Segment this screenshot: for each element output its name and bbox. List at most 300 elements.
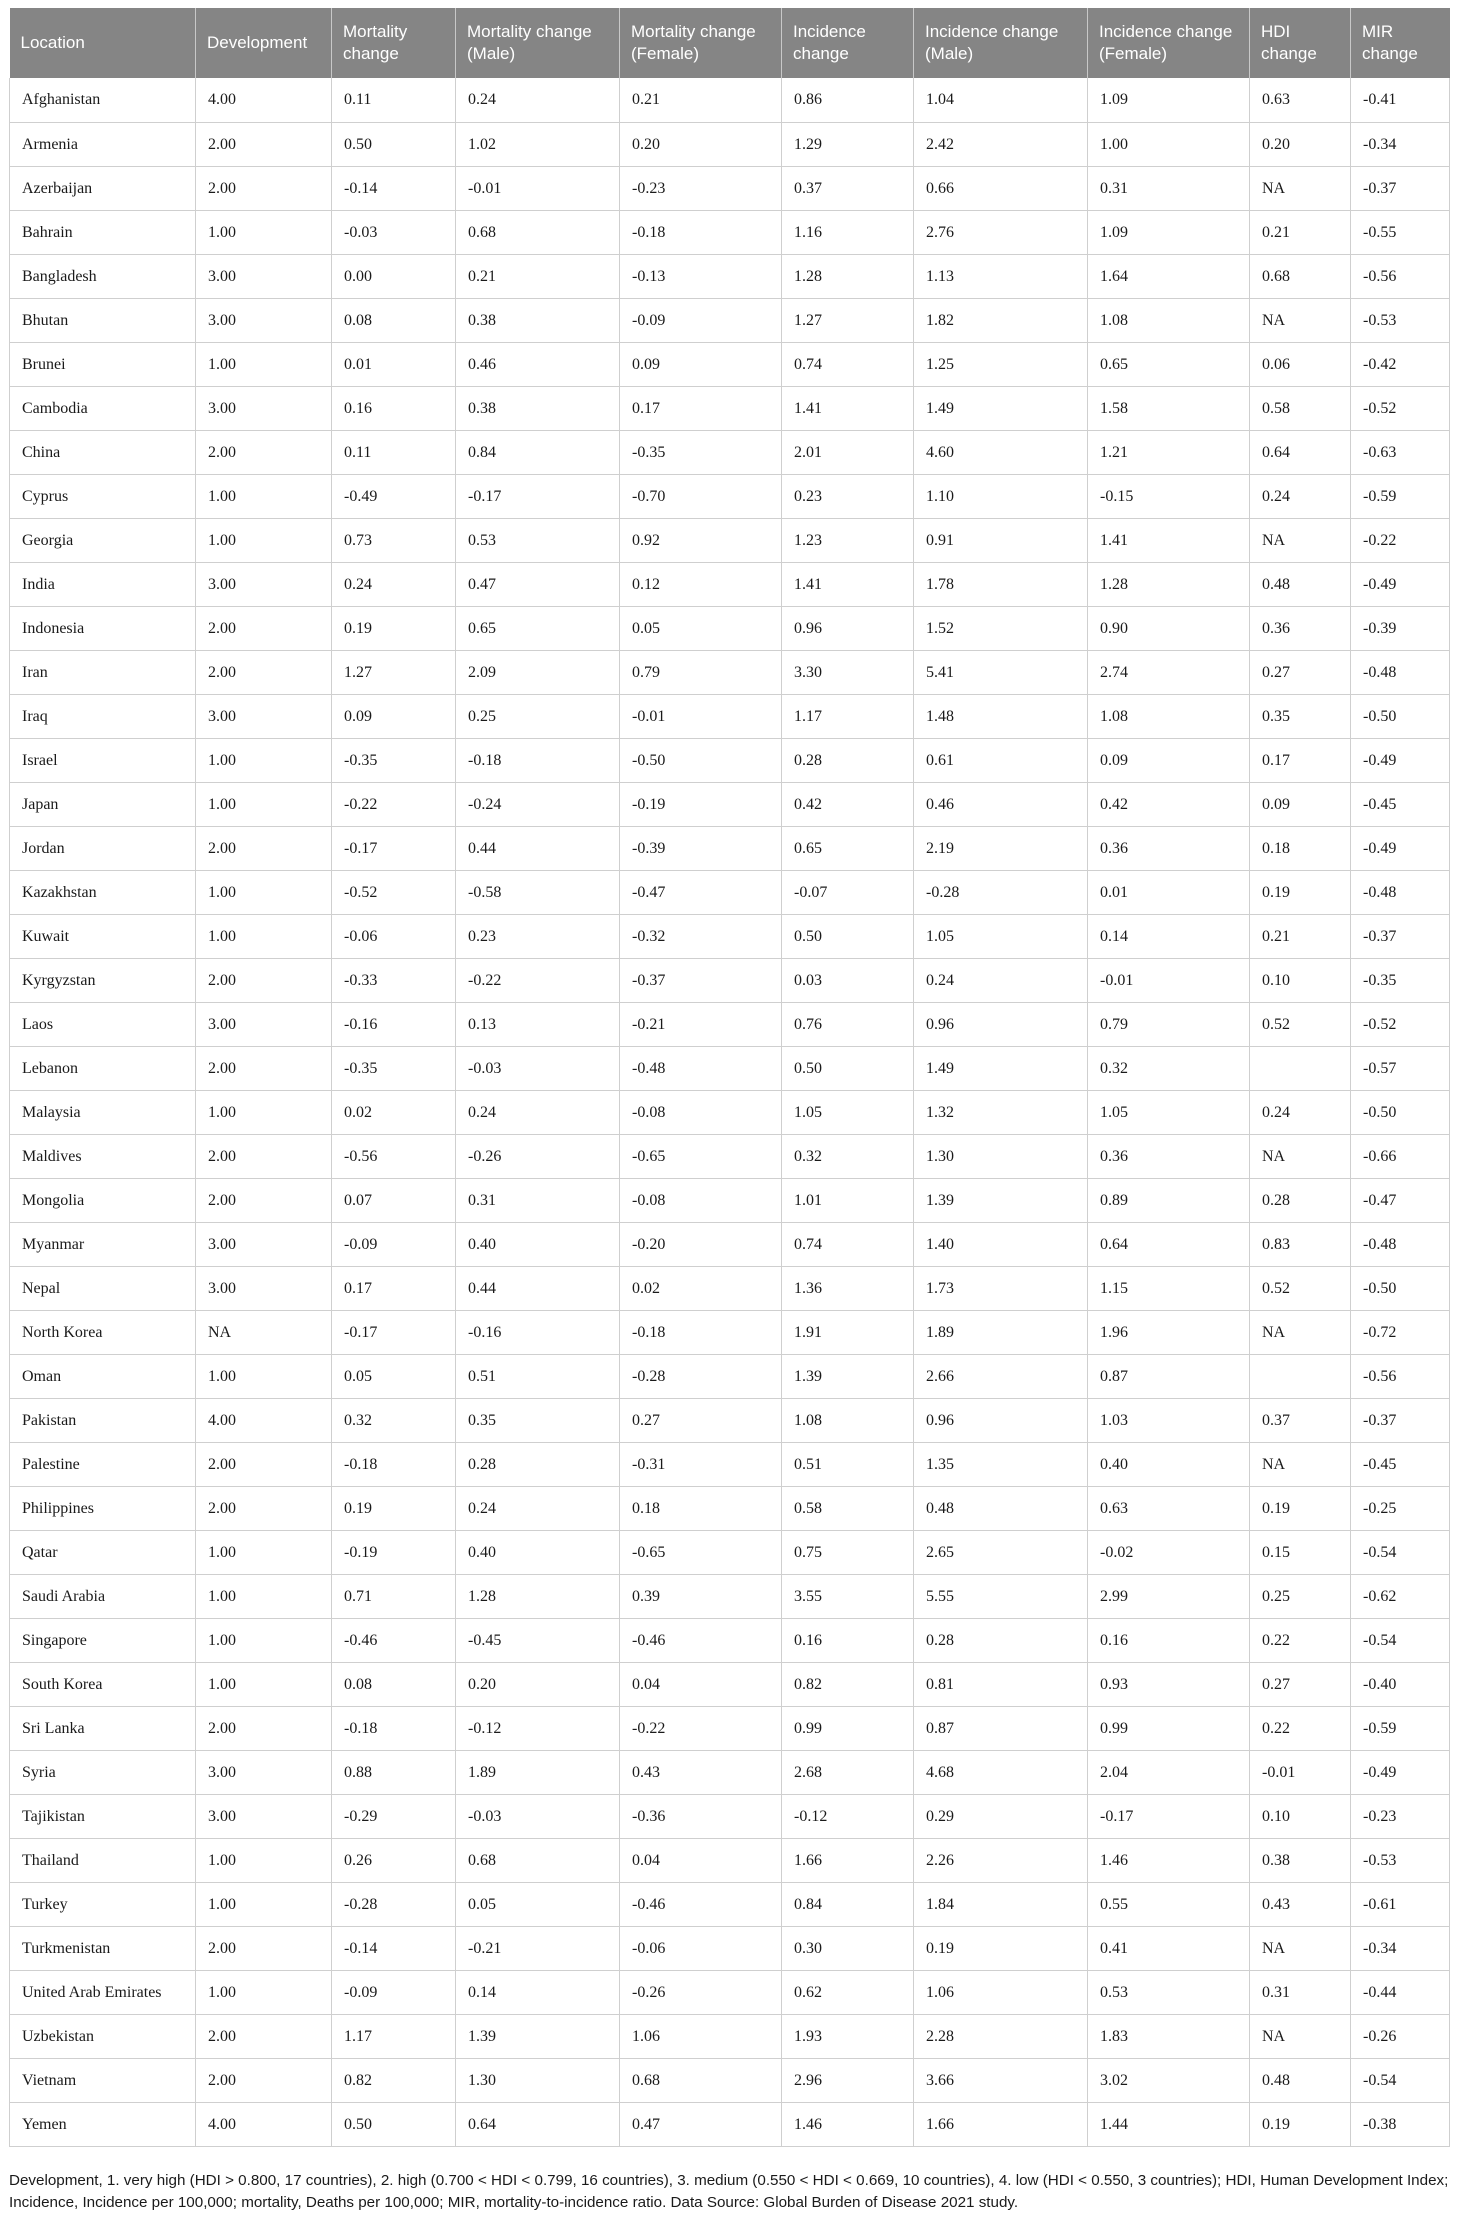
value-cell: 5.55 — [914, 1575, 1088, 1619]
value-cell: 0.37 — [782, 167, 914, 211]
value-cell: 0.10 — [1250, 959, 1351, 1003]
value-cell: -0.45 — [1351, 1443, 1450, 1487]
value-cell: 0.47 — [456, 563, 620, 607]
value-cell: 0.68 — [620, 2059, 782, 2103]
value-cell: -0.09 — [332, 1971, 456, 2015]
value-cell: -0.12 — [456, 1707, 620, 1751]
value-cell: 1.46 — [1088, 1839, 1250, 1883]
value-cell: -0.18 — [620, 1311, 782, 1355]
value-cell: 0.28 — [1250, 1179, 1351, 1223]
value-cell: -0.22 — [332, 783, 456, 827]
table-row — [10, 1047, 1450, 1091]
value-cell: 0.19 — [1250, 1487, 1351, 1531]
value-cell: -0.66 — [1351, 1135, 1450, 1179]
value-cell: -0.26 — [1351, 2015, 1450, 2059]
table-row — [10, 1839, 1450, 1883]
table-header — [10, 8, 1450, 78]
value-cell: NA — [1250, 1311, 1351, 1355]
value-cell: 1.00 — [196, 915, 332, 959]
value-cell: -0.28 — [914, 871, 1088, 915]
value-cell: 2.01 — [782, 431, 914, 475]
value-cell: 2.66 — [914, 1355, 1088, 1399]
value-cell: -0.50 — [1351, 695, 1450, 739]
table-row — [10, 1267, 1450, 1311]
table-row — [10, 1575, 1450, 1619]
location-cell: Iran — [10, 651, 196, 695]
value-cell: -0.48 — [620, 1047, 782, 1091]
table-row — [10, 519, 1450, 563]
value-cell: 0.26 — [332, 1839, 456, 1883]
value-cell: 2.04 — [1088, 1751, 1250, 1795]
value-cell: 1.41 — [782, 387, 914, 431]
value-cell: 2.00 — [196, 1707, 332, 1751]
value-cell: 1.13 — [914, 255, 1088, 299]
value-cell: 0.13 — [456, 1003, 620, 1047]
value-cell: 0.07 — [332, 1179, 456, 1223]
column-header: HDI change — [1250, 8, 1351, 78]
value-cell: -0.53 — [1351, 1839, 1450, 1883]
value-cell: -0.17 — [332, 1311, 456, 1355]
value-cell: 1.27 — [332, 651, 456, 695]
value-cell: 2.00 — [196, 651, 332, 695]
value-cell: 0.68 — [1250, 255, 1351, 299]
value-cell: NA — [196, 1311, 332, 1355]
value-cell: 2.99 — [1088, 1575, 1250, 1619]
value-cell: 0.82 — [332, 2059, 456, 2103]
value-cell: -0.32 — [620, 915, 782, 959]
location-cell: Thailand — [10, 1839, 196, 1883]
value-cell: 0.52 — [1250, 1267, 1351, 1311]
value-cell: 1.00 — [196, 475, 332, 519]
value-cell: -0.47 — [1351, 1179, 1450, 1223]
value-cell: 2.00 — [196, 1047, 332, 1091]
value-cell: 1.00 — [196, 343, 332, 387]
value-cell: 1.00 — [196, 783, 332, 827]
value-cell: 1.06 — [914, 1971, 1088, 2015]
value-cell: -0.46 — [332, 1619, 456, 1663]
value-cell: -0.42 — [1351, 343, 1450, 387]
column-header: Incidence change (Male) — [914, 8, 1088, 78]
value-cell: 0.36 — [1088, 1135, 1250, 1179]
value-cell: 0.50 — [332, 123, 456, 167]
value-cell: 0.15 — [1250, 1531, 1351, 1575]
value-cell: 0.38 — [456, 299, 620, 343]
value-cell: 2.74 — [1088, 651, 1250, 695]
value-cell: 0.01 — [1088, 871, 1250, 915]
value-cell: -0.54 — [1351, 1531, 1450, 1575]
value-cell: 0.37 — [1250, 1399, 1351, 1443]
value-cell: 1.40 — [914, 1223, 1088, 1267]
value-cell: 1.00 — [196, 1883, 332, 1927]
value-cell: 0.04 — [620, 1839, 782, 1883]
table-row — [10, 2103, 1450, 2147]
value-cell: 0.27 — [620, 1399, 782, 1443]
location-cell: Afghanistan — [10, 78, 196, 123]
value-cell: 3.30 — [782, 651, 914, 695]
value-cell: 0.83 — [1250, 1223, 1351, 1267]
value-cell: -0.63 — [1351, 431, 1450, 475]
value-cell: 1.23 — [782, 519, 914, 563]
value-cell: 0.02 — [620, 1267, 782, 1311]
value-cell: 1.89 — [456, 1751, 620, 1795]
table-row — [10, 431, 1450, 475]
value-cell: 1.10 — [914, 475, 1088, 519]
value-cell: -0.35 — [332, 739, 456, 783]
location-cell: Sri Lanka — [10, 1707, 196, 1751]
location-cell: Cyprus — [10, 475, 196, 519]
value-cell: 0.42 — [782, 783, 914, 827]
value-cell: 2.00 — [196, 431, 332, 475]
value-cell: 2.00 — [196, 1135, 332, 1179]
value-cell: 2.00 — [196, 1487, 332, 1531]
value-cell: -0.44 — [1351, 1971, 1450, 2015]
location-cell: Philippines — [10, 1487, 196, 1531]
value-cell: -0.35 — [1351, 959, 1450, 1003]
value-cell: 4.00 — [196, 78, 332, 123]
value-cell: -0.25 — [1351, 1487, 1450, 1531]
value-cell: 3.00 — [196, 695, 332, 739]
value-cell: 1.64 — [1088, 255, 1250, 299]
location-cell: Kazakhstan — [10, 871, 196, 915]
value-cell: 0.40 — [1088, 1443, 1250, 1487]
value-cell: 1.00 — [196, 211, 332, 255]
value-cell: -0.36 — [620, 1795, 782, 1839]
value-cell: -0.46 — [620, 1883, 782, 1927]
value-cell: 0.35 — [1250, 695, 1351, 739]
value-cell: 0.21 — [1250, 915, 1351, 959]
value-cell: 1.09 — [1088, 78, 1250, 123]
table-row — [10, 1707, 1450, 1751]
value-cell: -0.48 — [1351, 1223, 1450, 1267]
table-row — [10, 1663, 1450, 1707]
location-cell: Georgia — [10, 519, 196, 563]
value-cell: 2.09 — [456, 651, 620, 695]
value-cell: 3.00 — [196, 563, 332, 607]
value-cell: -0.54 — [1351, 1619, 1450, 1663]
value-cell: 0.17 — [1250, 739, 1351, 783]
value-cell: -0.37 — [1351, 915, 1450, 959]
table-row — [10, 1091, 1450, 1135]
value-cell: -0.01 — [1250, 1751, 1351, 1795]
value-cell: -0.35 — [620, 431, 782, 475]
table-row — [10, 651, 1450, 695]
value-cell: 3.66 — [914, 2059, 1088, 2103]
value-cell: 0.46 — [456, 343, 620, 387]
value-cell: 0.55 — [1088, 1883, 1250, 1927]
value-cell: 3.00 — [196, 255, 332, 299]
value-cell: 1.49 — [914, 1047, 1088, 1091]
value-cell: -0.01 — [1088, 959, 1250, 1003]
value-cell: 2.00 — [196, 1927, 332, 1971]
location-cell: Palestine — [10, 1443, 196, 1487]
value-cell: 0.71 — [332, 1575, 456, 1619]
value-cell: 0.30 — [782, 1927, 914, 1971]
value-cell: 0.09 — [332, 695, 456, 739]
value-cell: -0.28 — [332, 1883, 456, 1927]
location-cell: Turkey — [10, 1883, 196, 1927]
value-cell: 0.81 — [914, 1663, 1088, 1707]
value-cell: -0.33 — [332, 959, 456, 1003]
value-cell: 0.62 — [782, 1971, 914, 2015]
value-cell — [1250, 1047, 1351, 1091]
location-cell: Bhutan — [10, 299, 196, 343]
value-cell: 0.35 — [456, 1399, 620, 1443]
value-cell: 0.38 — [456, 387, 620, 431]
table-row — [10, 255, 1450, 299]
value-cell: 0.99 — [1088, 1707, 1250, 1751]
value-cell: 3.00 — [196, 1751, 332, 1795]
value-cell: 0.53 — [456, 519, 620, 563]
value-cell: 0.39 — [620, 1575, 782, 1619]
value-cell: -0.48 — [1351, 651, 1450, 695]
value-cell: -0.49 — [332, 475, 456, 519]
value-cell: 0.46 — [914, 783, 1088, 827]
value-cell: 1.36 — [782, 1267, 914, 1311]
value-cell: -0.18 — [332, 1443, 456, 1487]
value-cell: 1.96 — [1088, 1311, 1250, 1355]
table-container — [9, 8, 1449, 2147]
location-cell: Brunei — [10, 343, 196, 387]
value-cell: 0.92 — [620, 519, 782, 563]
value-cell: -0.52 — [1351, 1003, 1450, 1047]
value-cell: -0.39 — [620, 827, 782, 871]
value-cell: 2.00 — [196, 167, 332, 211]
value-cell: 0.01 — [332, 343, 456, 387]
value-cell: 1.83 — [1088, 2015, 1250, 2059]
value-cell: 1.82 — [914, 299, 1088, 343]
value-cell: 0.20 — [456, 1663, 620, 1707]
value-cell: 0.11 — [332, 431, 456, 475]
value-cell: -0.26 — [456, 1135, 620, 1179]
value-cell: -0.12 — [782, 1795, 914, 1839]
column-header: Development — [196, 8, 332, 78]
value-cell: 0.24 — [1250, 475, 1351, 519]
value-cell: 0.47 — [620, 2103, 782, 2147]
value-cell: -0.13 — [620, 255, 782, 299]
value-cell: -0.08 — [620, 1091, 782, 1135]
value-cell: 0.06 — [1250, 343, 1351, 387]
value-cell: -0.16 — [332, 1003, 456, 1047]
value-cell: 0.27 — [1250, 1663, 1351, 1707]
value-cell: 0.24 — [456, 1091, 620, 1135]
column-header: Mortality change (Male) — [456, 8, 620, 78]
value-cell: 0.43 — [1250, 1883, 1351, 1927]
value-cell: -0.17 — [332, 827, 456, 871]
value-cell: 0.41 — [1088, 1927, 1250, 1971]
value-cell: -0.20 — [620, 1223, 782, 1267]
value-cell: 2.00 — [196, 607, 332, 651]
table-row — [10, 871, 1450, 915]
value-cell: 0.58 — [782, 1487, 914, 1531]
value-cell: 5.41 — [914, 651, 1088, 695]
value-cell: 0.21 — [620, 78, 782, 123]
value-cell: 0.65 — [456, 607, 620, 651]
value-cell: -0.70 — [620, 475, 782, 519]
location-cell: Kyrgyzstan — [10, 959, 196, 1003]
value-cell: 0.84 — [456, 431, 620, 475]
value-cell: 0.51 — [782, 1443, 914, 1487]
value-cell: 0.79 — [1088, 1003, 1250, 1047]
table-row — [10, 211, 1450, 255]
value-cell: 0.74 — [782, 343, 914, 387]
value-cell: -0.29 — [332, 1795, 456, 1839]
value-cell: 1.46 — [782, 2103, 914, 2147]
value-cell: 0.09 — [1088, 739, 1250, 783]
value-cell: -0.02 — [1088, 1531, 1250, 1575]
location-cell: Lebanon — [10, 1047, 196, 1091]
value-cell: 2.00 — [196, 2059, 332, 2103]
value-cell: 0.61 — [914, 739, 1088, 783]
value-cell: 0.96 — [782, 607, 914, 651]
value-cell: 3.00 — [196, 299, 332, 343]
value-cell: 2.76 — [914, 211, 1088, 255]
table-row — [10, 343, 1450, 387]
value-cell: 0.03 — [782, 959, 914, 1003]
value-cell: -0.61 — [1351, 1883, 1450, 1927]
value-cell: 0.09 — [620, 343, 782, 387]
table-row — [10, 2059, 1450, 2103]
column-header: Incidence change (Female) — [1088, 8, 1250, 78]
value-cell: 0.22 — [1250, 1619, 1351, 1663]
value-cell: -0.09 — [620, 299, 782, 343]
value-cell: 1.17 — [782, 695, 914, 739]
table-row — [10, 387, 1450, 431]
value-cell: 2.42 — [914, 123, 1088, 167]
value-cell: 0.31 — [1250, 1971, 1351, 2015]
value-cell: -0.48 — [1351, 871, 1450, 915]
value-cell: -0.22 — [456, 959, 620, 1003]
value-cell: 0.23 — [456, 915, 620, 959]
value-cell: 1.27 — [782, 299, 914, 343]
value-cell: 1.58 — [1088, 387, 1250, 431]
value-cell: -0.52 — [1351, 387, 1450, 431]
value-cell: 3.55 — [782, 1575, 914, 1619]
table-row — [10, 1619, 1450, 1663]
column-header: Mortality change — [332, 8, 456, 78]
value-cell: 1.00 — [196, 1663, 332, 1707]
value-cell: -0.35 — [332, 1047, 456, 1091]
table-row — [10, 695, 1450, 739]
table-row — [10, 1487, 1450, 1531]
value-cell: NA — [1250, 1443, 1351, 1487]
location-cell: Myanmar — [10, 1223, 196, 1267]
value-cell: 0.14 — [1088, 915, 1250, 959]
value-cell: -0.41 — [1351, 78, 1450, 123]
value-cell: 0.65 — [1088, 343, 1250, 387]
value-cell: -0.56 — [332, 1135, 456, 1179]
location-cell: Syria — [10, 1751, 196, 1795]
table-row — [10, 1883, 1450, 1927]
value-cell: NA — [1250, 2015, 1351, 2059]
value-cell: 0.24 — [456, 78, 620, 123]
value-cell: 1.00 — [196, 1971, 332, 2015]
value-cell: -0.34 — [1351, 123, 1450, 167]
value-cell: 3.00 — [196, 1267, 332, 1311]
table-row — [10, 1927, 1450, 1971]
table-row — [10, 1135, 1450, 1179]
value-cell: 0.86 — [782, 78, 914, 123]
table-row — [10, 959, 1450, 1003]
value-cell: 0.38 — [1250, 1839, 1351, 1883]
value-cell: 2.26 — [914, 1839, 1088, 1883]
location-cell: Malaysia — [10, 1091, 196, 1135]
value-cell: 0.31 — [1088, 167, 1250, 211]
table-row — [10, 1971, 1450, 2015]
value-cell: 0.64 — [1088, 1223, 1250, 1267]
value-cell: -0.18 — [456, 739, 620, 783]
value-cell: -0.16 — [456, 1311, 620, 1355]
location-cell: Iraq — [10, 695, 196, 739]
location-cell: Kuwait — [10, 915, 196, 959]
value-cell: 0.20 — [620, 123, 782, 167]
table-row — [10, 1003, 1450, 1047]
value-cell: 3.00 — [196, 1223, 332, 1267]
value-cell: 1.39 — [914, 1179, 1088, 1223]
value-cell: NA — [1250, 1927, 1351, 1971]
value-cell: 0.42 — [1088, 783, 1250, 827]
value-cell: 0.05 — [620, 607, 782, 651]
value-cell: -0.37 — [1351, 167, 1450, 211]
value-cell: 1.93 — [782, 2015, 914, 2059]
location-cell: South Korea — [10, 1663, 196, 1707]
value-cell: 0.51 — [456, 1355, 620, 1399]
table-body — [10, 78, 1450, 2147]
column-header: MIR change — [1351, 8, 1450, 78]
value-cell: NA — [1250, 299, 1351, 343]
value-cell: 1.21 — [1088, 431, 1250, 475]
value-cell: 1.44 — [1088, 2103, 1250, 2147]
value-cell: 1.09 — [1088, 211, 1250, 255]
value-cell: 0.88 — [332, 1751, 456, 1795]
value-cell: 1.32 — [914, 1091, 1088, 1135]
value-cell: 0.17 — [332, 1267, 456, 1311]
value-cell: -0.08 — [620, 1179, 782, 1223]
value-cell: -0.34 — [1351, 1927, 1450, 1971]
header-row — [10, 8, 1450, 78]
value-cell: 1.39 — [456, 2015, 620, 2059]
location-cell: United Arab Emirates — [10, 1971, 196, 2015]
value-cell: 2.00 — [196, 1179, 332, 1223]
value-cell: 2.96 — [782, 2059, 914, 2103]
value-cell: 1.08 — [1088, 695, 1250, 739]
location-cell: Nepal — [10, 1267, 196, 1311]
value-cell: 0.16 — [782, 1619, 914, 1663]
value-cell: 0.05 — [332, 1355, 456, 1399]
value-cell: -0.62 — [1351, 1575, 1450, 1619]
location-cell: Bangladesh — [10, 255, 196, 299]
table-row — [10, 563, 1450, 607]
table-row — [10, 1223, 1450, 1267]
value-cell: 0.96 — [914, 1399, 1088, 1443]
value-cell: 0.24 — [1250, 1091, 1351, 1135]
value-cell: 1.16 — [782, 211, 914, 255]
value-cell: -0.50 — [620, 739, 782, 783]
value-cell: -0.23 — [620, 167, 782, 211]
value-cell: 0.32 — [782, 1135, 914, 1179]
value-cell: 1.00 — [196, 1531, 332, 1575]
value-cell: 0.68 — [456, 1839, 620, 1883]
value-cell: -0.23 — [1351, 1795, 1450, 1839]
column-header: Incidence change — [782, 8, 914, 78]
value-cell: 1.05 — [782, 1091, 914, 1135]
value-cell: 0.00 — [332, 255, 456, 299]
value-cell: -0.21 — [620, 1003, 782, 1047]
value-cell: 1.30 — [456, 2059, 620, 2103]
value-cell: 0.73 — [332, 519, 456, 563]
value-cell: -0.03 — [456, 1795, 620, 1839]
value-cell: 1.00 — [196, 1355, 332, 1399]
value-cell: 1.01 — [782, 1179, 914, 1223]
